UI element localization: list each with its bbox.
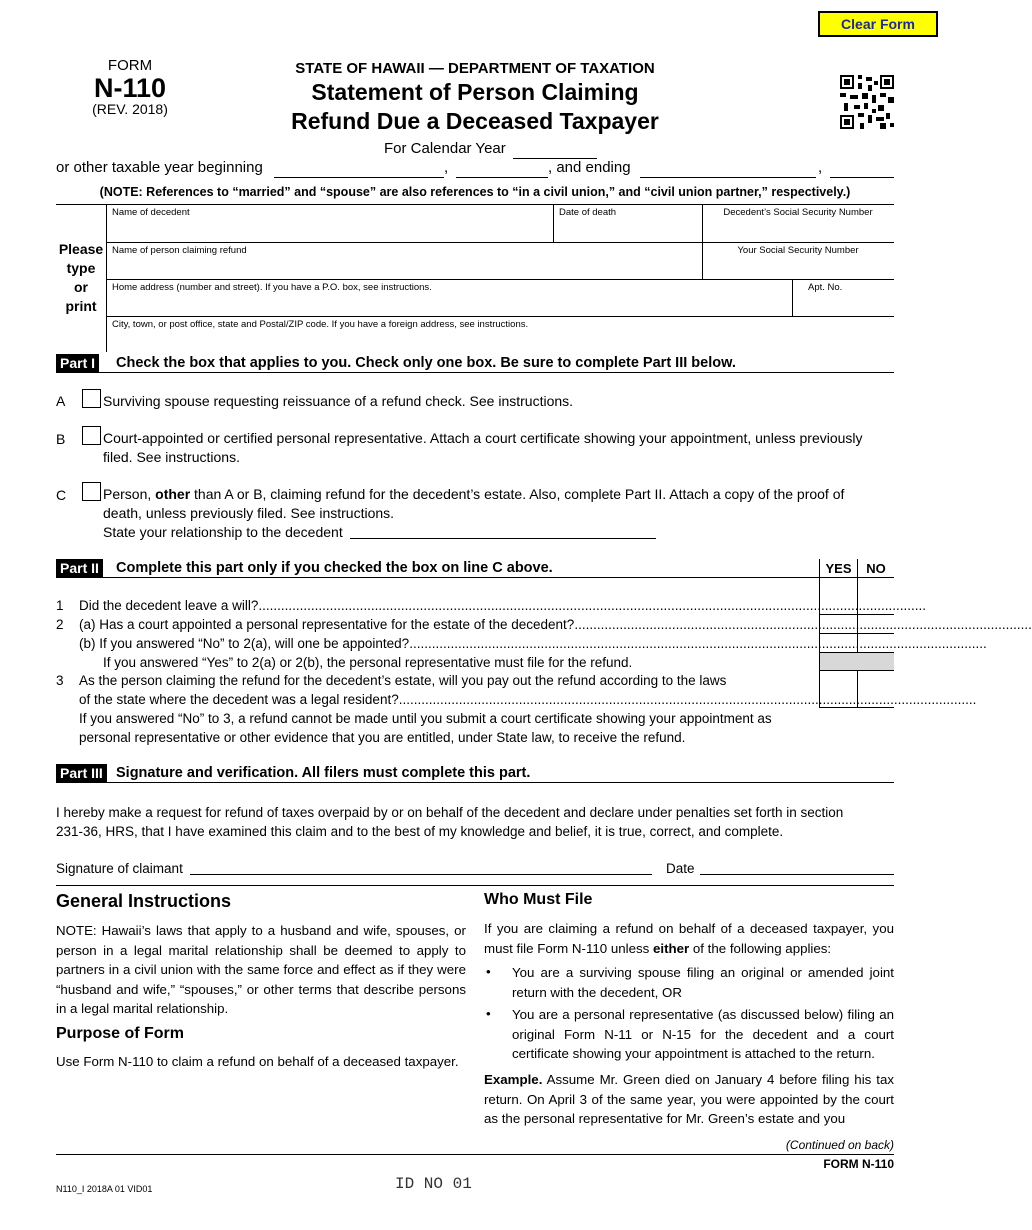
qr-code-icon: [840, 75, 894, 129]
declaration-line2: 231-36, HRS, that I have examined this claim and to the best of my knowledge and belief, it is true, correct, and complete.: [56, 824, 784, 839]
q2a-text: (a) Has a court appointed a personal representative for the estate of the decedent?..........................................................................................................................: [79, 617, 1032, 632]
your-ssn-field[interactable]: Your Social Security Number: [737, 245, 859, 256]
option-a-letter: A: [56, 393, 66, 409]
continued-on-back: (Continued on back): [785, 1138, 894, 1152]
q3-number: 3: [56, 673, 64, 688]
general-instructions-heading: General Instructions: [56, 891, 232, 911]
comma: ,: [818, 159, 823, 176]
example-label: Example.: [484, 1072, 543, 1087]
civil-union-note: (NOTE: References to “married” and “spouse” are also references to “in a civil union,” and “civil union partner,” respectively.): [99, 185, 851, 199]
declaration-line1: I hereby make a request for refund of taxes overpaid by or on behalf of the decedent and declare under penalties set forth in section: [56, 805, 844, 820]
ending-year-field[interactable]: [830, 177, 894, 178]
please-type-or-print: [56, 240, 106, 316]
footer-form-number: FORM N-110: [823, 1157, 894, 1171]
section-divider: [56, 885, 894, 886]
part3-tag: Part III: [56, 764, 107, 782]
q2-number: 2: [56, 617, 64, 632]
apt-no-field[interactable]: Apt. No.: [808, 282, 843, 293]
q1-text: Did the decedent leave a will?..................................................................................................................................................................................: [79, 598, 927, 613]
q3-text-line1: As the person claiming the refund for the decedent’s estate, will you pay out the refund according to the laws: [79, 673, 727, 688]
option-b-letter: B: [56, 431, 66, 447]
part3-header: [56, 764, 894, 783]
agency-name: STATE OF HAWAII — DEPARTMENT OF TAXATION: [295, 60, 655, 77]
option-c-text-part: than A or B, claiming refund for the decedent’s estate. Also, complete Part II. Attach a copy of the proof of: [190, 486, 845, 502]
part2-header: [56, 559, 894, 578]
tax-year-beginning-label: or other taxable year beginning: [56, 159, 263, 176]
form-title-line1: Statement of Person Claiming: [311, 79, 639, 105]
who-must-file-heading: Who Must File: [484, 891, 593, 908]
part1-title: Check the box that applies to you. Check only one box. Be sure to complete Part III below.: [116, 355, 736, 371]
decedent-ssn-field[interactable]: Decedent’s Social Security Number: [723, 207, 873, 218]
decedent-name-field[interactable]: Name of decedent: [112, 207, 190, 218]
purpose-text: Use Form N-110 to claim a refund on behalf of a deceased taxpayer.: [56, 1054, 459, 1069]
date-of-death-field[interactable]: Date of death: [559, 207, 617, 218]
beginning-date-field[interactable]: [274, 177, 444, 178]
form-title-line2: Refund Due a Deceased Taxpayer: [291, 108, 659, 134]
form-label: FORM: [107, 57, 153, 74]
home-address-field[interactable]: Home address (number and street). If you have a P.O. box, see instructions.: [112, 282, 432, 293]
part1-header: [56, 354, 894, 373]
purpose-heading: Purpose of Form: [56, 1025, 185, 1042]
city-state-zip-field[interactable]: City, town, or post office, state and Postal/ZIP code. If you have a foreign address, see instructions.: [112, 319, 529, 330]
calendar-year-label: For Calendar Year: [384, 140, 506, 157]
clear-form-button[interactable]: Clear Form: [818, 11, 938, 37]
signature-field[interactable]: [190, 874, 652, 875]
ending-date-field[interactable]: [640, 177, 816, 178]
form-number: N-110: [93, 73, 167, 103]
example-text: [484, 1070, 894, 1129]
and-ending-label: , and ending: [548, 159, 631, 176]
option-a-checkbox[interactable]: [82, 389, 101, 408]
option-b-checkbox[interactable]: [82, 426, 101, 445]
comma: ,: [444, 159, 449, 176]
form-revision: (REV. 2018): [92, 101, 168, 117]
grid-line: [819, 707, 894, 708]
shaded-cell: [820, 653, 894, 670]
form-code: N110_I 2018A 01 VID01: [56, 1184, 153, 1194]
part1-tag: Part I: [56, 354, 99, 372]
who-bullet-1: You are a surviving spouse filing an original or amended joint return with the decedent, OR: [512, 965, 894, 1000]
grid-line: [106, 204, 107, 352]
part2-title: Complete this part only if you checked the box on line C above.: [116, 560, 553, 576]
q3-text-line2: of the state where the decedent was a legal resident?..........................................................................................................................................................: [79, 692, 977, 707]
option-b-text-line2: filed. See instructions.: [103, 449, 240, 465]
bullet-icon: •: [486, 964, 491, 979]
option-c-text-line1: [103, 485, 844, 504]
option-c-checkbox[interactable]: [82, 482, 101, 501]
beginning-year-field[interactable]: [456, 177, 548, 178]
who-text-bold: either: [652, 940, 690, 956]
grid-line: [553, 204, 554, 242]
bullet-icon: •: [486, 1006, 491, 1021]
no-column-header: NO: [866, 561, 886, 576]
general-instructions-text: NOTE: Hawaii’s laws that apply to a husband and wife, spouses, or person in a legal marital relationship shall be deemed to apply to partners in a civil union with the same force and effect as if they were “husband and wife,” “spouses,” or other terms that describe persons in a legal marital relationship.: [56, 923, 466, 1016]
q3-label: of the state where the decedent was a legal resident?: [79, 692, 399, 707]
id-number: ID NO 01: [395, 1175, 472, 1193]
example-body: Assume Mr. Green died on January 4 before filing his tax return. On April 3 of the same year, you were appointed by the court as the personal representative for Mr. Green’s estate and you: [484, 1072, 894, 1126]
option-a-text: Surviving spouse requesting reissuance of a refund check. See instructions.: [103, 393, 574, 409]
part3-title: Signature and verification. All filers must complete this part.: [116, 765, 531, 781]
yes-column-header: YES: [825, 561, 852, 576]
q2a-label: (a) Has a court appointed a personal representative for the estate of the decedent?: [79, 617, 575, 632]
please-type-word: print: [65, 298, 97, 314]
q3-note-line2: personal representative or other evidence that you are entitled, under State law, to receive the refund.: [79, 730, 686, 745]
option-c-text-line2: death, unless previously filed. See instructions.: [103, 505, 395, 521]
who-bullet-2: You are a personal representative (as discussed below) filing an original Form N-11 or N-15 for the decedent and a court certificate showing your appointment is attached to the return.: [512, 1007, 894, 1061]
grid-line: [56, 204, 894, 205]
q1-number: 1: [56, 598, 64, 613]
please-type-word: type: [66, 260, 96, 276]
grid-line: [106, 279, 894, 280]
option-c-text-bold: other: [155, 486, 191, 502]
relationship-label: State your relationship to the decedent: [103, 524, 343, 540]
who-must-file-text: [484, 919, 894, 958]
option-c-letter: C: [56, 487, 67, 503]
option-c-text-part: Person,: [103, 486, 156, 502]
footer-divider: [56, 1154, 894, 1155]
q2b-label: (b) If you answered “No” to 2(a), will one be appointed?: [79, 636, 410, 651]
grid-line: [106, 316, 894, 317]
q3-note-line1: If you answered “No” to 3, a refund cannot be made until you submit a court certificate showing your appointment as: [79, 711, 772, 726]
signature-label: Signature of claimant: [56, 861, 183, 876]
please-type-word: or: [74, 279, 88, 295]
date-field[interactable]: [700, 874, 894, 875]
relationship-field[interactable]: [350, 538, 656, 539]
who-text-part: of the following applies:: [689, 940, 832, 956]
q2b-text: (b) If you answered “No” to 2(a), will one be appointed?..........................................................................................................................................................: [79, 636, 987, 651]
who-text-part: If you are claiming a refund on behalf of a deceased taxpayer, you must file Form N-110 unless: [484, 921, 894, 956]
claimant-name-field[interactable]: Name of person claiming refund: [112, 245, 247, 256]
option-b-text-line1: Court-appointed or certified personal representative. Attach a court certificate showing your appointment, unless previously: [103, 430, 863, 446]
please-type-word: Please: [58, 241, 104, 257]
grid-line: [106, 242, 894, 243]
date-label: Date: [666, 861, 695, 876]
q2-note: If you answered “Yes” to 2(a) or 2(b), the personal representative must file for the refund.: [103, 655, 633, 670]
part2-tag: Part II: [56, 559, 103, 577]
q1-label: Did the decedent leave a will?: [79, 598, 259, 613]
grid-line: [792, 279, 793, 316]
